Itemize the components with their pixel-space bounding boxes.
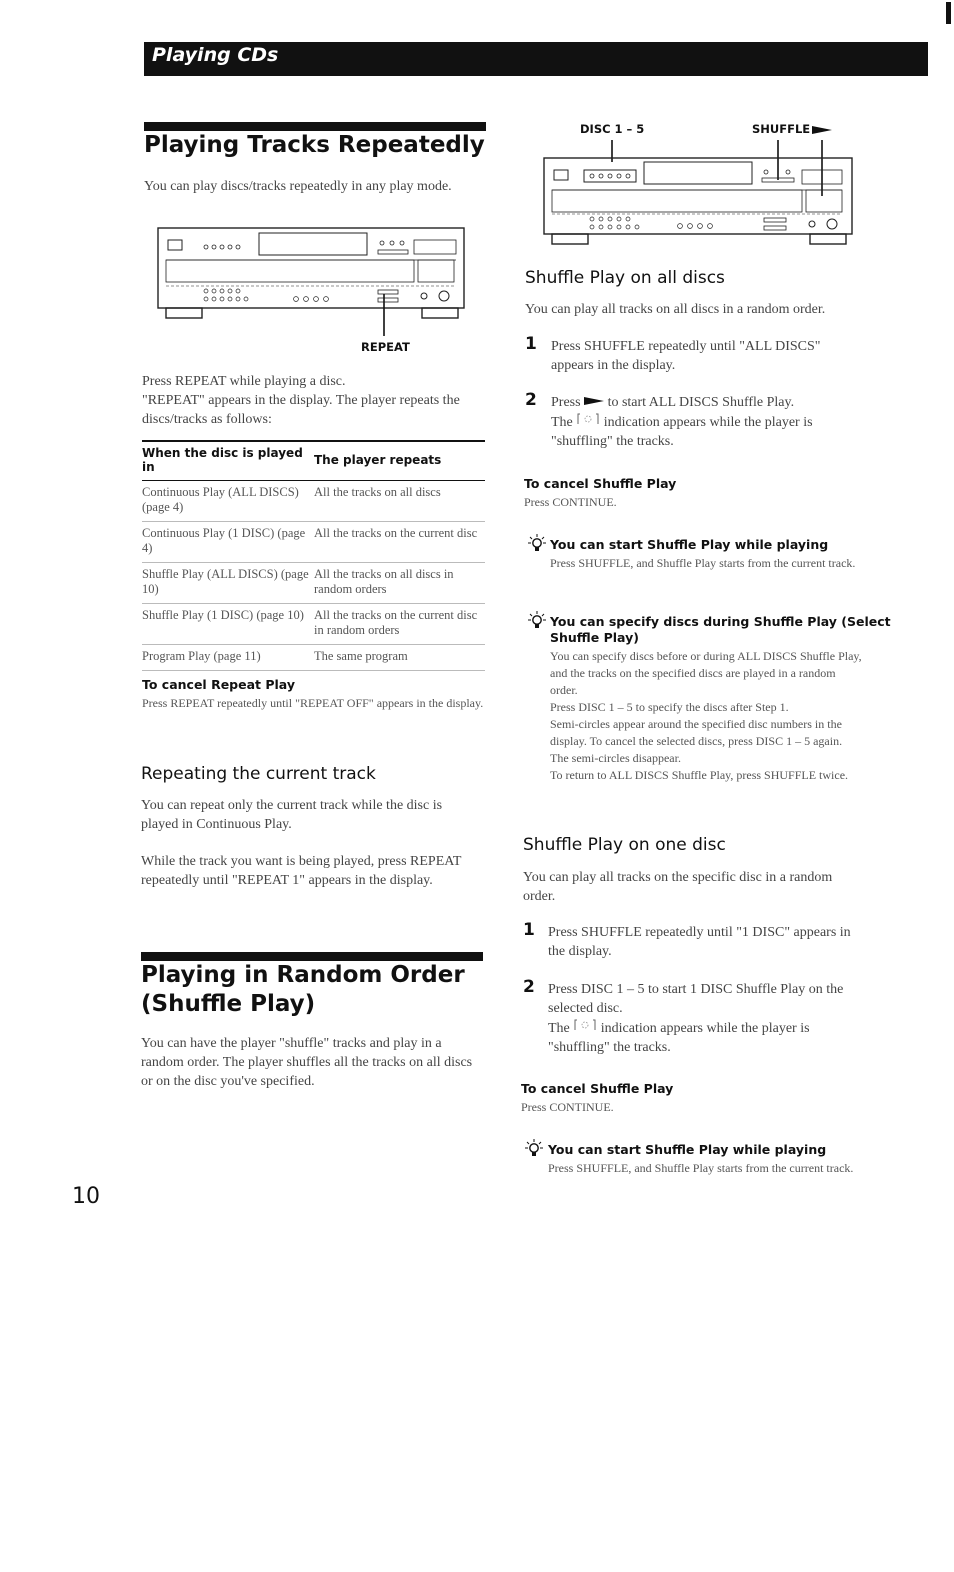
shuffle-one-intro: You can play all tracks on the specific disc in a random order. xyxy=(523,870,833,904)
tip2-text-b: Press DISC 1 – 5 to specify the discs after Step 1. xyxy=(550,700,789,714)
repeat-table xyxy=(142,440,485,671)
table-header: When the disc is played in xyxy=(142,441,314,481)
table-row xyxy=(142,481,485,522)
table-cell: All the tracks on all discs in random orders xyxy=(314,563,485,604)
indication-the: The xyxy=(548,1021,570,1036)
heading-shuffle-one: Shuffle Play on one disc xyxy=(523,835,726,855)
heading-shuffle-all: Shuffle Play on all discs xyxy=(525,268,725,288)
table-cell: All the tracks on the current disc xyxy=(314,522,485,563)
lightbulb-tip-icon xyxy=(527,534,547,554)
heading-repeat: Playing Tracks Repeatedly xyxy=(144,132,485,158)
table-cell: All the tracks on all discs xyxy=(314,481,485,522)
cd-player-diagram-repeat xyxy=(156,224,468,356)
shuffle-indicator-icon xyxy=(573,1018,597,1032)
shuffle-all-step1: Press SHUFFLE repeatedly until "ALL DISCS" appears in the display. xyxy=(551,339,821,373)
repeat-press-text-1: Press REPEAT while playing a disc. xyxy=(142,374,346,389)
step2-start: to start ALL DISCS Shuffle Play. xyxy=(607,395,795,410)
shuffle-one-step1: Press SHUFFLE repeatedly until "1 DISC" appears in the display. xyxy=(548,925,851,959)
indication-text: indication appears while the player is "shuffling" the tracks. xyxy=(551,415,813,449)
current-track-p1: You can repeat only the current track while the disc is played in Continuous Play. xyxy=(141,798,443,832)
cancel-repeat-text: Press REPEAT repeatedly until "REPEAT OFF" appears in the display. xyxy=(142,696,484,710)
step-number: 2 xyxy=(523,977,535,997)
tip2-title-2: Shuffle Play) xyxy=(550,630,639,645)
play-arrow-icon xyxy=(812,124,832,136)
disc-buttons-label: DISC 1 – 5 xyxy=(580,122,645,136)
page-edge-mark xyxy=(946,2,951,24)
tip1-text: Press SHUFFLE, and Shuffle Play starts from the current track. xyxy=(550,556,856,570)
table-cell: Program Play (page 11) xyxy=(142,645,314,671)
cancel-shuffle-text: Press CONTINUE. xyxy=(524,495,617,509)
step-number: 1 xyxy=(523,920,535,940)
table-row xyxy=(142,645,485,671)
table-header: The player repeats xyxy=(314,441,485,481)
step2-press: Press xyxy=(551,395,581,410)
table-cell: The same program xyxy=(314,645,485,671)
table-cell: Shuffle Play (1 DISC) (page 10) xyxy=(142,604,314,645)
cd-player-diagram-shuffle xyxy=(540,136,856,252)
tip3-text: Press SHUFFLE, and Shuffle Play starts from the current track. xyxy=(548,1161,854,1175)
lightbulb-tip-icon xyxy=(524,1139,544,1159)
table-cell: Continuous Play (1 DISC) (page 4) xyxy=(142,522,314,563)
indication-text: indication appears while the player is "shuffling" the tracks. xyxy=(548,1021,810,1055)
heading-random-line2: (Shuffle Play) xyxy=(141,991,316,1017)
repeat-press-text-2: "REPEAT" appears in the display. The player repeats the discs/tracks as follows: xyxy=(142,393,460,427)
play-arrow-icon xyxy=(584,396,604,406)
cancel-shuffle-text: Press CONTINUE. xyxy=(521,1100,614,1114)
random-intro: You can have the player "shuffle" tracks and play in a random order. The player shuffles all the tracks on all discs or on the disc you've specified. xyxy=(141,1036,473,1089)
current-track-p2: While the track you want is being played, press REPEAT repeatedly until "REPEAT 1" appears in the display. xyxy=(141,854,462,888)
tip2-title-1: You can specify discs during Shuffle Play (Select xyxy=(550,614,891,629)
shuffle-all-step2 xyxy=(551,393,861,412)
step-number: 1 xyxy=(525,334,537,354)
shuffle-indicator-icon xyxy=(576,412,600,426)
cancel-shuffle-title: To cancel Shuffle Play xyxy=(521,1081,674,1096)
heading-rule xyxy=(144,122,486,131)
tip2-text-d: To return to ALL DISCS Shuffle Play, press SHUFFLE twice. xyxy=(550,768,849,782)
table-row xyxy=(142,563,485,604)
table-row xyxy=(142,604,485,645)
indication-the: The xyxy=(551,415,573,430)
heading-random-line1: Playing in Random Order xyxy=(141,962,465,988)
table-cell: All the tracks on the current disc in random orders xyxy=(314,604,485,645)
shuffle-button-label: SHUFFLE xyxy=(752,122,811,136)
table-row xyxy=(142,522,485,563)
tip2-text-c: Semi-circles appear around the specified disc numbers in the display. To cancel the selected discs, press DISC 1 – 5 again. The semi-circles disappear. xyxy=(550,717,843,765)
tip1-title: You can start Shuffle Play while playing xyxy=(550,537,829,552)
table-cell: Shuffle Play (ALL DISCS) (page 10) xyxy=(142,563,314,604)
shuffle-one-indication xyxy=(548,1018,866,1057)
repeat-intro: You can play discs/tracks repeatedly in any play mode. xyxy=(144,179,452,194)
cancel-repeat-title: To cancel Repeat Play xyxy=(142,677,296,692)
section-header-title: Playing CDs xyxy=(152,44,279,66)
shuffle-one-step2: Press DISC 1 – 5 to start 1 DISC Shuffle Play on the selected disc. xyxy=(548,982,844,1016)
cancel-shuffle-title: To cancel Shuffle Play xyxy=(524,476,677,491)
repeat-button-label: REPEAT xyxy=(361,340,410,354)
table-header-row xyxy=(142,441,485,481)
step-number: 2 xyxy=(525,390,537,410)
page-number: 10 xyxy=(72,1184,100,1209)
lightbulb-tip-icon xyxy=(527,611,547,631)
heading-rule xyxy=(141,952,483,961)
heading-current-track: Repeating the current track xyxy=(141,764,376,784)
table-cell: Continuous Play (ALL DISCS) (page 4) xyxy=(142,481,314,522)
tip3-title: You can start Shuffle Play while playing xyxy=(548,1142,827,1157)
shuffle-all-intro: You can play all tracks on all discs in a random order. xyxy=(525,302,826,317)
shuffle-all-indication xyxy=(551,412,861,451)
tip2-text: You can specify discs before or during ALL DISCS Shuffle Play, and the tracks on the specified discs are played in a random order. xyxy=(550,649,862,697)
